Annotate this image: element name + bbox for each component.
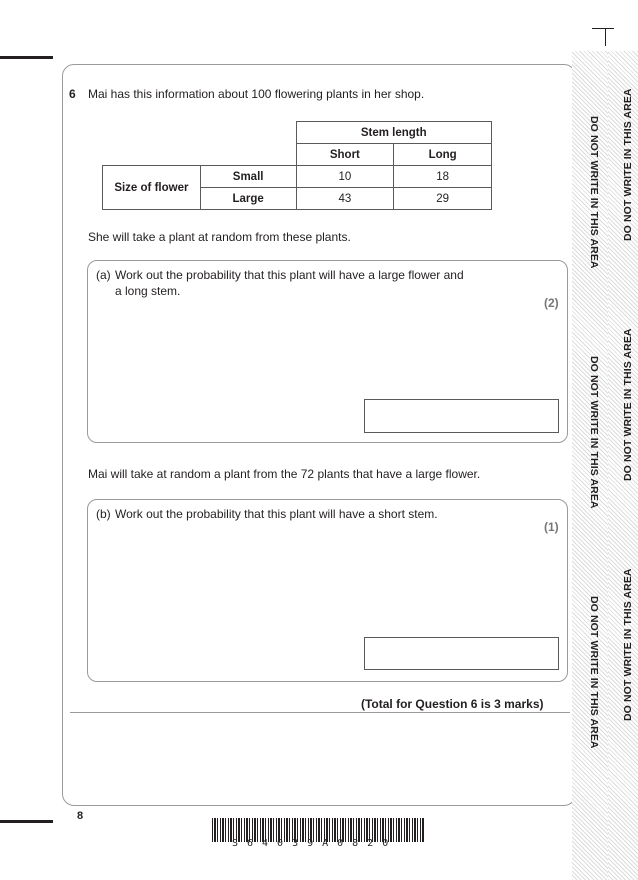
page-number: 8: [77, 810, 84, 822]
statement-text: She will take a plant at random from these plants.: [88, 230, 351, 244]
cell-small-long: 18: [394, 166, 492, 188]
margin-warning-text: DO NOT WRITE IN THIS AREA: [588, 116, 600, 269]
col-header-long: Long: [394, 144, 492, 166]
between-text: Mai will take at random a plant from the 72 plants that have a large flower.: [88, 467, 481, 481]
cell-large-short: 43: [296, 188, 394, 210]
barcode-text: S64039A0820: [232, 838, 398, 849]
part-a-text-line2: a long stem.: [115, 284, 181, 298]
margin-warning-text: DO NOT WRITE IN THIS AREA: [588, 356, 600, 509]
margin-warning-text: DO NOT WRITE IN THIS AREA: [622, 88, 634, 241]
table-row: [103, 166, 492, 188]
part-a-marks: (2): [544, 296, 559, 310]
crop-mark-top-left: [0, 56, 53, 59]
cell-large-long: 29: [394, 188, 492, 210]
crop-mark-top-right-h: [592, 28, 614, 29]
margin-warning-text: DO NOT WRITE IN THIS AREA: [588, 596, 600, 749]
margin-warning-text: DO NOT WRITE IN THIS AREA: [622, 328, 634, 481]
part-a-answer-box[interactable]: [364, 399, 559, 433]
part-b-text: Work out the probability that this plant will have a short stem.: [115, 507, 438, 521]
table-row: [103, 122, 492, 144]
crop-mark-bottom-left: [0, 820, 53, 823]
crop-mark-top-right-v: [605, 28, 606, 46]
question-number: 6: [69, 87, 76, 101]
row-header-large: Large: [200, 188, 296, 210]
part-a-label: (a): [96, 268, 111, 282]
cell-small-short: 10: [296, 166, 394, 188]
margin-warning-text: DO NOT WRITE IN THIS AREA: [622, 568, 634, 721]
margin-strip-outer: [608, 51, 638, 880]
margin-strip-inner: [572, 51, 608, 880]
question-intro: Mai has this information about 100 flowering plants in her shop.: [88, 87, 425, 101]
total-marks: (Total for Question 6 is 3 marks): [361, 697, 544, 711]
two-way-table: [102, 121, 492, 210]
part-b-marks: (1): [544, 520, 559, 534]
row-header-small: Small: [200, 166, 296, 188]
table-row: [103, 144, 492, 166]
row-group-header: Size of flower: [103, 166, 201, 210]
col-header-short: Short: [296, 144, 394, 166]
col-group-header: Stem length: [296, 122, 492, 144]
total-divider: [70, 712, 570, 713]
part-b-label: (b): [96, 507, 111, 521]
part-a-text-line1: Work out the probability that this plant will have a large flower and: [115, 268, 464, 282]
part-b-answer-box[interactable]: [364, 637, 559, 670]
